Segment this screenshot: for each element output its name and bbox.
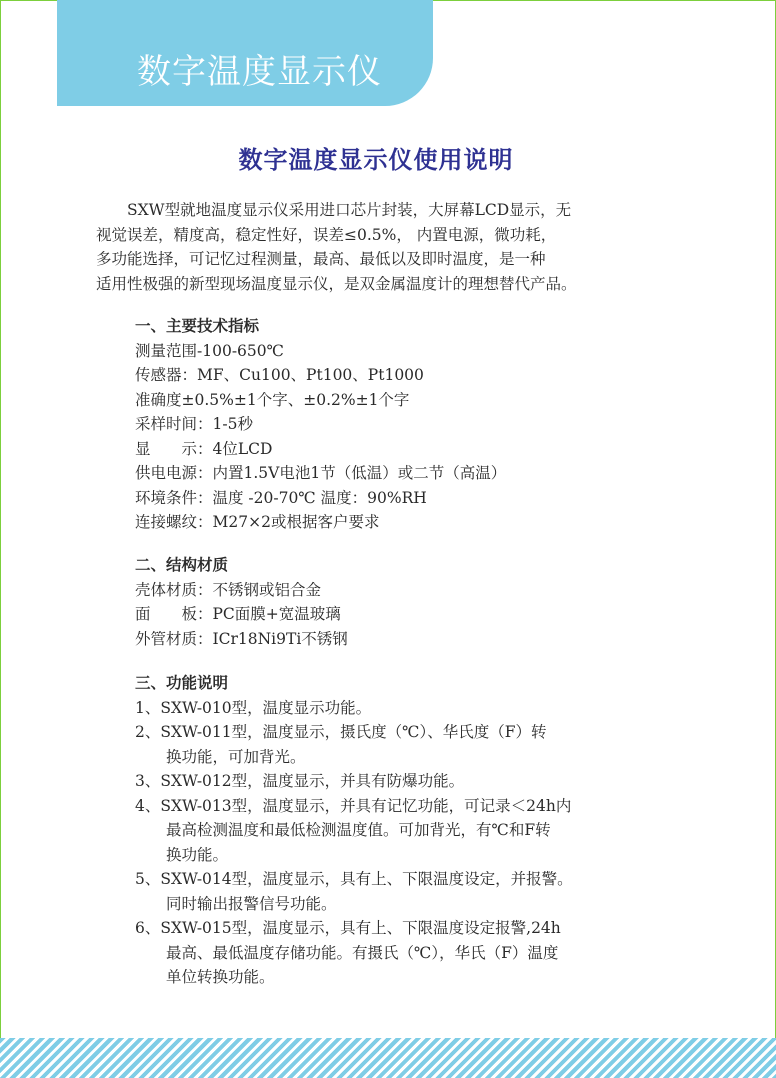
- document-title: 数字温度显示仪使用说明: [238, 146, 514, 174]
- spec-line: 连接螺纹：M27×2或根据客户要求: [135, 513, 380, 531]
- spec-line: 显 示：4位LCD: [135, 439, 273, 458]
- intro-line: 多功能选择，可记忆过程测量，最高、最低以及即时温度，是一种: [96, 250, 546, 268]
- section-heading: 二、结构材质: [135, 556, 229, 574]
- header-title: 数字温度显示仪: [137, 52, 382, 92]
- function-item-continuation: 同时输出报警信号功能。: [166, 894, 337, 913]
- function-item: 1、SXW-010型，温度显示功能。: [135, 698, 372, 717]
- section-heading: 三、功能说明: [135, 674, 229, 692]
- material-line: 面 板：PC面膜+宽温玻璃: [135, 605, 341, 623]
- function-item: 2、SXW-011型，温度显示，摄氏度（℃）、华氏度（F）转: [135, 723, 547, 741]
- spec-line: 供电电源：内置1.5V电池1节（低温）或二节（高温）: [135, 464, 507, 482]
- spec-line: 采样时间：1-5秒: [135, 415, 253, 433]
- spec-line: 测量范围-100-650℃: [135, 341, 284, 360]
- function-item-continuation: 换功能，可加背光。: [166, 747, 306, 766]
- function-item-continuation: 单位转换功能。: [166, 968, 275, 986]
- function-item-continuation: 最高检测温度和最低检测温度值。可加背光，有℃和F转: [166, 821, 551, 839]
- section-functions: [135, 671, 695, 990]
- function-item-continuation: 最高、最低温度存储功能。有摄氏（℃），华氏（F）温度: [166, 943, 559, 962]
- function-item-continuation: 换功能。: [166, 845, 229, 864]
- function-item: 4、SXW-013型，温度显示，并具有记忆功能，可记录＜24h内: [135, 796, 572, 815]
- intro-line: SXW型就地温度显示仪采用进口芯片封装，大屏幕LCD显示，无: [127, 201, 572, 219]
- section-specs: [135, 314, 695, 535]
- function-item: 5、SXW-014型，温度显示，具有上、下限温度设定，并报警。: [135, 870, 573, 888]
- intro-line: 适用性极强的新型现场温度显示仪，是双金属温度计的理想替代产品。: [96, 274, 577, 293]
- function-item: 3、SXW-012型，温度显示，并具有防爆功能。: [135, 772, 465, 790]
- intro-line: 视觉误差，精度高，稳定性好，误差≤0.5%， 内置电源，微功耗，: [96, 225, 557, 244]
- section-heading: 一、主要技术指标: [135, 317, 260, 335]
- section-materials: [135, 553, 695, 651]
- spec-line: 准确度±0.5%±1个字、±0.2%±1个字: [135, 390, 410, 409]
- spec-line: 传感器：MF、Cu100、Pt100、Pt1000: [135, 366, 424, 384]
- material-line: 壳体材质：不锈钢或铝合金: [135, 580, 322, 599]
- spec-line: 环境条件：温度 -20-70℃ 温度：90%RH: [135, 488, 427, 507]
- intro-paragraph: [96, 198, 716, 296]
- material-line: 外管材质：ICr18Ni9Ti不锈钢: [135, 629, 348, 648]
- function-item: 6、SXW-015型，温度显示，具有上、下限温度设定报警,24h: [135, 919, 561, 937]
- decorative-stripe-band: [0, 1038, 776, 1078]
